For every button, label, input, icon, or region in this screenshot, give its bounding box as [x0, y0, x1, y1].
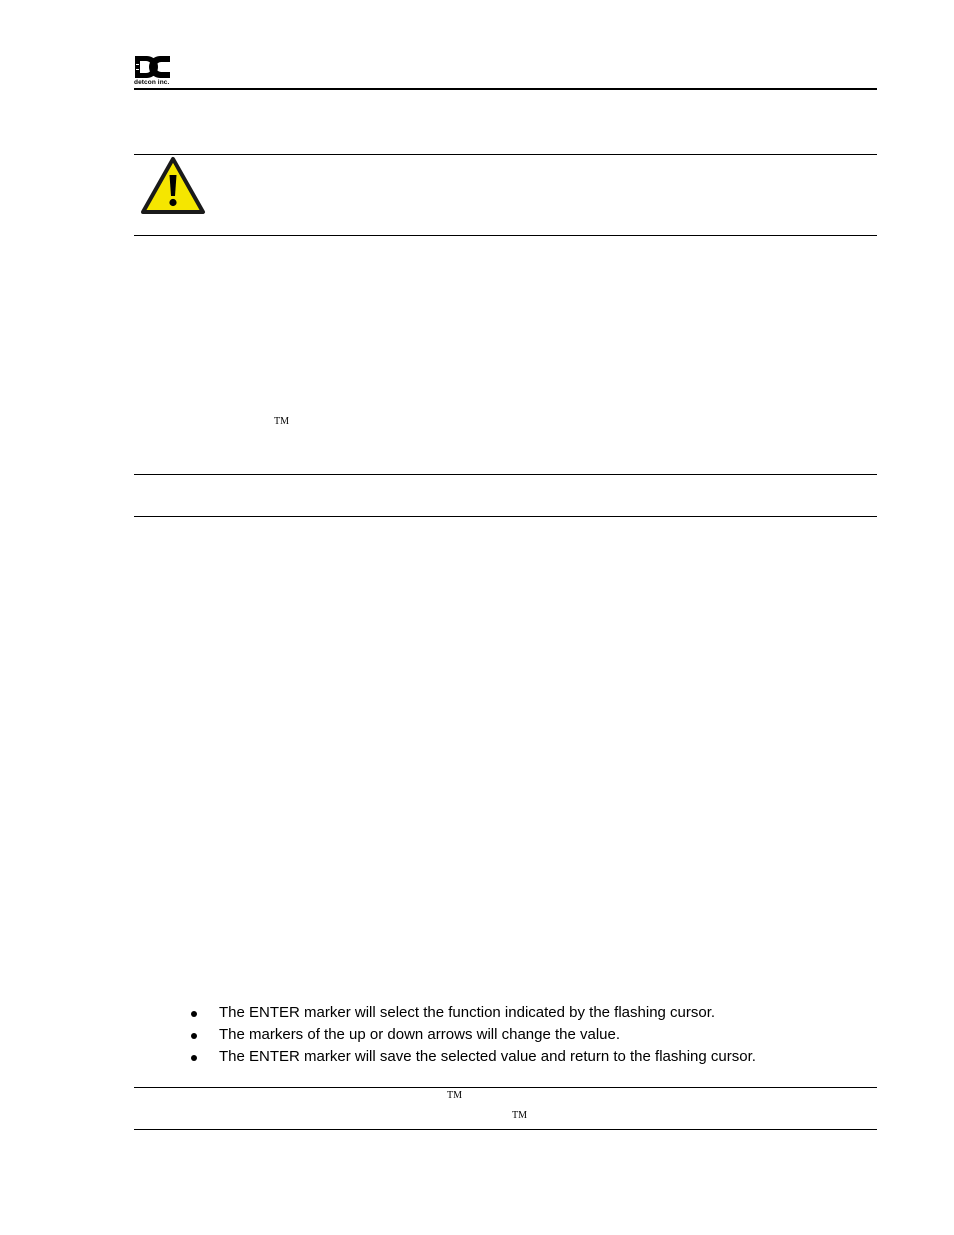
header-rule: [134, 88, 877, 90]
note-top-rule: [134, 474, 877, 475]
list-item-text: The ENTER marker will select the function indicated by the flashing cursor.: [219, 1004, 716, 1021]
list-item-text: The markers of the up or down arrows will change the value.: [219, 1026, 621, 1043]
list-item: [170, 1002, 756, 1024]
detcon-logo: [134, 55, 174, 87]
list-item: [170, 1024, 756, 1046]
bottom-note-top-rule: [134, 1087, 877, 1088]
trademark-mark: TM: [274, 416, 289, 427]
bullet-dot-icon: [191, 1011, 197, 1017]
warning-triangle-icon: [140, 156, 208, 216]
trademark-mark: TM: [447, 1090, 462, 1101]
list-item: [170, 1046, 756, 1068]
bullet-dot-icon: [191, 1055, 197, 1061]
warning-block: [140, 156, 208, 216]
logo-text: detcon inc.: [134, 79, 170, 86]
warning-bottom-rule: [134, 235, 877, 236]
bullet-dot-icon: [191, 1033, 197, 1039]
bottom-note-bottom-rule: [134, 1129, 877, 1130]
list-item-text: The ENTER marker will save the selected value and return to the flashing cursor.: [219, 1048, 756, 1065]
note-bottom-rule: [134, 516, 877, 517]
trademark-mark: TM: [512, 1110, 527, 1121]
instruction-list: [170, 1002, 756, 1068]
warning-top-rule: [134, 154, 877, 155]
detcon-logo-icon: [134, 55, 174, 79]
